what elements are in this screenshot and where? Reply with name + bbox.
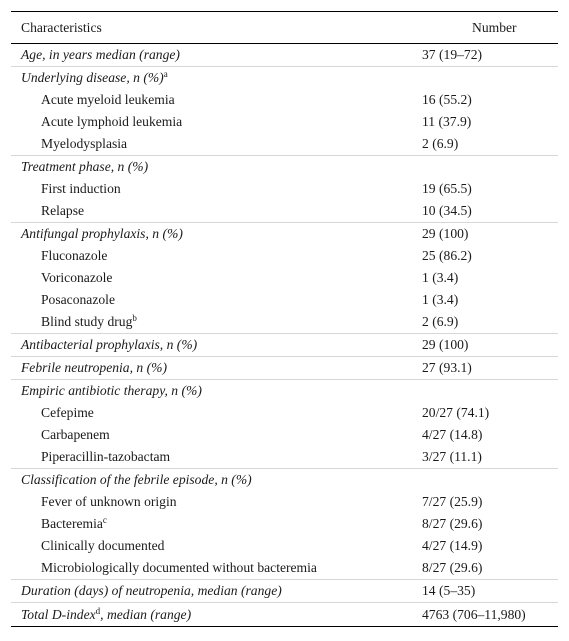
table-row — [11, 402, 558, 424]
row-label: Antibacterial prophylaxis, n (%) — [21, 337, 198, 352]
row-label: Myelodysplasia — [41, 136, 128, 151]
row-label: Bacteremia — [41, 516, 103, 531]
table-row — [11, 133, 558, 156]
section-row — [11, 223, 558, 246]
row-label: Fever of unknown origin — [41, 494, 177, 509]
row-value: 37 (19–72) — [422, 47, 483, 62]
row-label: Age, in years median (range) — [21, 47, 180, 62]
row-label-cell — [11, 402, 422, 424]
row-label-cell — [11, 178, 422, 200]
row-value — [422, 67, 558, 90]
row-label: Empiric antibiotic therapy, n (%) — [21, 383, 202, 398]
section-row — [11, 380, 558, 403]
footnote-marker: d — [95, 605, 101, 616]
row-label: Piperacillin-tazobactam — [41, 449, 171, 464]
row-label-cell — [11, 513, 422, 535]
table-body — [11, 44, 558, 627]
row-value: 10 (34.5) — [422, 203, 472, 218]
row-label-cell — [11, 469, 422, 492]
section-row — [11, 67, 558, 90]
row-label-cell — [11, 67, 422, 90]
row-value — [422, 380, 558, 403]
row-label: Blind study drug — [41, 314, 133, 329]
table-row — [11, 446, 558, 469]
row-value: 3/27 (11.1) — [422, 449, 482, 464]
row-label-cell — [11, 334, 422, 357]
row-value: 27 (93.1) — [422, 357, 558, 380]
row-label-cell — [11, 424, 422, 446]
header-number: Number — [422, 12, 558, 44]
row-value: 2 (6.9) — [422, 136, 459, 151]
row-value: 7/27 (25.9) — [422, 494, 483, 509]
section-row — [11, 469, 558, 492]
row-label-cell — [11, 89, 422, 111]
table-row — [11, 245, 558, 267]
row-label: Febrile neutropenia, n (%) — [21, 360, 167, 375]
row-label: Fluconazole — [41, 248, 108, 263]
row-label-cell — [11, 133, 422, 156]
characteristics-table-container — [11, 11, 558, 627]
row-label-cell — [11, 357, 422, 380]
row-label-cell — [11, 535, 422, 557]
row-label: Posaconazole — [41, 292, 115, 307]
row-label: Acute lymphoid leukemia — [41, 114, 183, 129]
row-value: 8/27 (29.6) — [422, 516, 483, 531]
row-label: Classification of the febrile episode, n (%) — [21, 472, 252, 487]
row-label-cell — [11, 267, 422, 289]
row-label: Clinically documented — [41, 538, 165, 553]
table-row — [11, 557, 558, 580]
section-row — [11, 580, 558, 603]
table-row — [11, 178, 558, 200]
footnote-marker: b — [132, 313, 137, 323]
row-value: 2 (6.9) — [422, 314, 459, 329]
row-label-cell — [11, 311, 422, 334]
row-value: 29 (100) — [422, 223, 558, 246]
row-label-cell — [11, 446, 422, 469]
table-row — [11, 513, 558, 535]
row-value: 4/27 (14.8) — [422, 427, 483, 442]
row-label-suffix: , median (range) — [100, 606, 192, 622]
row-value: 16 (55.2) — [422, 92, 472, 107]
row-label: First induction — [41, 181, 121, 196]
section-row — [11, 44, 558, 67]
table-row — [11, 89, 558, 111]
row-value: 4/27 (14.9) — [422, 538, 483, 553]
row-label-cell — [11, 603, 422, 627]
row-value: 19 (65.5) — [422, 181, 472, 196]
row-value: 14 (5–35) — [422, 580, 558, 603]
row-label: Total D-index — [21, 606, 96, 622]
row-value: 25 (86.2) — [422, 248, 472, 263]
footnote-marker: c — [102, 515, 107, 525]
row-label-cell — [11, 557, 422, 580]
row-value: 1 (3.4) — [422, 292, 459, 307]
row-label-cell — [11, 200, 422, 223]
row-label: Relapse — [41, 203, 85, 218]
characteristics-table — [11, 11, 558, 627]
row-value: 29 (100) — [422, 334, 558, 357]
section-row — [11, 156, 558, 179]
row-value — [422, 469, 558, 492]
row-label: Underlying disease, n (%) — [21, 70, 164, 85]
row-label: Duration (days) of neutropenia, median (range) — [21, 583, 282, 598]
row-value: 11 (37.9) — [422, 114, 472, 129]
row-label: Carbapenem — [41, 427, 110, 442]
table-row — [11, 267, 558, 289]
row-value — [422, 156, 558, 179]
row-value: 8/27 (29.6) — [422, 560, 483, 575]
table-row — [11, 535, 558, 557]
row-label: Cefepime — [41, 405, 94, 420]
row-value: 4763 (706–11,980) — [422, 603, 558, 627]
row-label-cell — [11, 580, 422, 603]
row-label-cell — [11, 223, 422, 246]
header-characteristics: Characteristics — [11, 12, 422, 44]
row-label-cell — [11, 289, 422, 311]
section-row — [11, 603, 558, 627]
row-label-cell — [11, 44, 422, 67]
row-value: 1 (3.4) — [422, 270, 459, 285]
footnote-marker: a — [163, 69, 168, 79]
row-label: Treatment phase, n (%) — [21, 159, 149, 174]
table-row — [11, 200, 558, 223]
row-label-cell — [11, 156, 422, 179]
row-label: Microbiologically documented without bacteremia — [41, 560, 317, 575]
row-label-cell — [11, 491, 422, 513]
row-label-cell — [11, 380, 422, 403]
row-label-cell — [11, 245, 422, 267]
table-header-row — [11, 12, 558, 44]
table-row — [11, 491, 558, 513]
section-row — [11, 357, 558, 380]
row-label: Antifungal prophylaxis, n (%) — [21, 226, 183, 241]
row-label-cell — [11, 111, 422, 133]
row-label: Acute myeloid leukemia — [41, 92, 175, 107]
table-row — [11, 111, 558, 133]
table-row — [11, 289, 558, 311]
row-label: Voriconazole — [41, 270, 113, 285]
table-row — [11, 424, 558, 446]
row-value: 20/27 (74.1) — [422, 405, 490, 420]
table-row — [11, 311, 558, 334]
section-row — [11, 334, 558, 357]
